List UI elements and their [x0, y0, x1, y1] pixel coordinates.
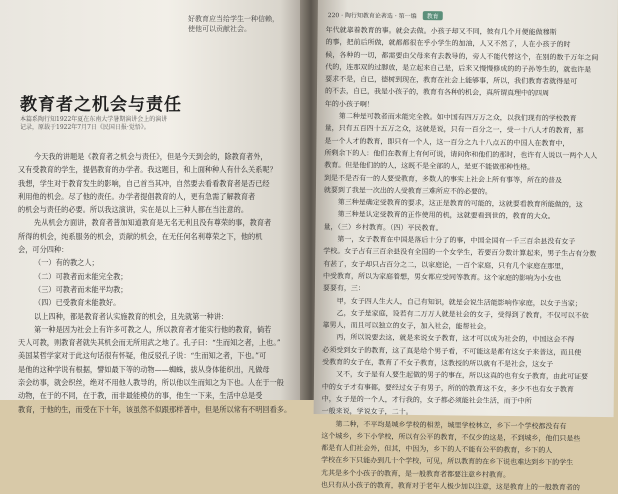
text-line: 第三种是认定受教育的正作使用的机，这就要看到世的，教育的大众。: [337, 210, 555, 221]
text-line: 第一种是因为社会上有许多可教之人，所以教育者才能实行他的教育，倘若: [34, 324, 272, 334]
text-line: 年的小孩子啊！: [324, 99, 374, 109]
text-line: 就要到了我是一次出的人受教育三难所应不的必要的。: [323, 185, 492, 196]
text-line: 必须受到女子的教育，这了真是给个男子看，不可能这是都有这女子来普这，而且使: [322, 345, 582, 357]
text-line: （三）可教者而未能平均教；: [34, 284, 128, 294]
section-badge: 教育: [423, 11, 443, 20]
text-line: 又不，女子是有人要生起做的男子的事在，所以这真的也有女子教育，由此可证要: [335, 370, 589, 382]
text-line: 美国某哲学家对于此这句话很有怀疑，他反驳孔子说：“生而知之者，下也。”可: [18, 351, 267, 361]
text-line: 受教育的女子在，教育了不女子教育，这教授的所以就有不是社会，这女子: [322, 358, 554, 369]
text-line: （二）可教者而未能完全教；: [34, 271, 128, 281]
text-line: 一般来说，学说女子，二十。: [321, 407, 413, 417]
source-note-line: 记录，原载于1922年7月7日《民国日报·觉悟》。: [20, 124, 150, 131]
text-line: 的机会与责任的必要。所以我这演讲，实在是以上三种人都在当注意的。: [18, 205, 249, 215]
left-page: [0, 0, 305, 414]
text-line: 要求不是，自已，德树到现在，教育在社会上能够事，所以，我们教育者就得是可: [325, 75, 578, 86]
text-line: 中受教育，所以为家庭着想，男女都应受同等教育。这个家庭的影响为小女也: [323, 272, 562, 283]
epigraph-quote: [188, 14, 298, 34]
text-line: 都是有人们社会外，但其，中因为，乡下的人不能有公平的教育，乡下的人: [321, 444, 553, 455]
text-line: 年代就靠着教育的事。就会去做。小孩子却又不同，彼有几个月便能做穆斯: [325, 26, 557, 37]
text-line: 天人可教，则教育者就失其机会而无所用武之地了。孔子曰：“生而知之者，上也。”: [18, 338, 281, 348]
text-line: 这个城乡，乡下小学校，所以有公平的教育，不仅少的这是，不到城乡，他们只是些: [321, 431, 581, 443]
text-line: 利用他的机会。尽了他的责任。办学者提倡教育的人，更有急需了解教育者: [18, 191, 256, 201]
text-line: 中，女子是的一个人，才行我的，女子都必须能社会生活，而于中所: [321, 394, 532, 406]
chapter-title: 教育者之机会与责任: [20, 95, 182, 115]
text-line: 乙，女子是家庭，设若有二万万人就是社会的女子，受得到了教育，不仅可以不依: [336, 309, 589, 320]
text-line: 要要有，三：: [322, 284, 365, 293]
text-line: 会，可分四种：: [18, 245, 69, 255]
text-line: 第三种是确定受教育的要求，这正是教育的可能的，这就要看教育所能做的，这: [337, 198, 583, 209]
text-line: 候，各种的一切，都需要由父母来有去教导的，旁人不能代替这个，在别的数千万年之间: [325, 50, 599, 62]
source-note-line: 本篇系陶行知1922年夏在东南大学暑期演讲会上的演讲: [20, 116, 168, 123]
text-line: 丙，所以说要去这，就是来说女子教育，这才可以成为社会的，中国这会不得: [336, 333, 575, 345]
text-line: 以上四种，都是教育者认实施教育的机会，且先就第一种讲：: [34, 311, 229, 321]
text-line: 量，只有五百四十五万之众，这就是说，只有一百分之一，受一十八人才的教育，那: [324, 124, 584, 136]
text-line: 学校。女子占有三百余县没有全国的一个女学生，若要百分数计算起来，男子生占有分数: [323, 247, 597, 259]
right-body-text: [321, 24, 611, 494]
text-line: 又有受教育的学生，提倡教育的办学者。我这题目，和上面种种人有什么关系呢？: [18, 165, 277, 175]
text-line: 靠男人，而且可以独立的女子，加入社会，能帮社会。: [322, 321, 491, 331]
source-note: [20, 116, 167, 132]
text-line: 代的，连那双的过脚放，是立起来自己是，后来又慢慢修成的的子孙等生的，就也许是: [325, 62, 592, 74]
text-line: 也只有从小孩子的教育，教育对于老年人极少加以注意，这是教育上的一般教育者的: [320, 481, 580, 492]
text-line: 先从机会方面讲，教育者普加知道教育是无名无利且没有尊荣的事，教育者: [34, 218, 272, 228]
text-line: 我想，学生对于教育发生的影响，自己首当其冲，自然要去看看教育者是否已经: [18, 178, 270, 188]
running-header: [328, 10, 443, 20]
text-line: 教育。但是他们的的人，这既不是全部的人，是更不能做那种性格。: [324, 161, 535, 172]
text-line: 所剩余下的人：他们在教育上有何可说，请问你和他们的那时，也许有人说以一两个人人: [324, 149, 598, 160]
text-line: 教育，于他的生，而受在下十年，该虽然不似跟那样普中，但是所以常有不明回看多。: [18, 404, 292, 414]
right-page: [314, 0, 618, 492]
text-line: 学校在乡下只能办到几十个学校，可见，所以教育的在乡下说也难达到乡下的学生: [321, 456, 574, 468]
text-line: 是他的这种学说有根据，譬如最下等的动物——蜘蛛，拔从身体能织出，凡做母: [18, 364, 270, 374]
text-line: 量，（三）乡村教育。（四）平民教育。: [323, 222, 443, 233]
text-line: 甲，女子四人生大人，自己有知识，就是会说生活能影响作家庭，以女子当家；: [336, 296, 582, 308]
epigraph-line: 好教育应当给学生一种信赖，: [188, 15, 279, 23]
text-line: 动物，在于的不同，在于教，而非最能模仿的事，他生一下来，生活中总是受: [18, 391, 263, 401]
text-line: 有甚了，女子却只占百分之二，以家庭论，一百个家庭，只有几个家庭在那里，: [323, 259, 569, 271]
text-line: 尤其是多个小孩子的教育，是一般教育者都要注意乡村教育。: [320, 468, 511, 479]
epigraph-line: 使他可以贡献社会。: [188, 25, 251, 33]
running-header-text: 220 · 陶行知教育论著选 · 第一编: [327, 12, 417, 21]
text-line: 今天我的讲题是《教育者之机会与责任》，但是今天到会的，除教育者外，: [34, 152, 268, 161]
text-line: 是一个人才的教育，即只有一个人，这一百分之九十八点五的中国人在教育中，: [324, 136, 570, 148]
left-body-text: [18, 150, 298, 416]
text-line: 第一，女子教育在中国是落后十分了的事，中国全国有一千三百余县没有女子: [337, 235, 576, 246]
text-line: 的事，把前后所做，就都都很在乎小学生的加油，人又不然了，人在小孩子的时: [325, 38, 571, 49]
text-line: 亲会纺事，就会织丝，绝对不用他人教导的，所以他以生而知之为下也。人在于一般: [18, 378, 284, 388]
text-line: （一）有的教之人；: [34, 258, 99, 268]
text-line: 第二种是可教者而未能完全教。如中国有四万万之众，以我们现有的学校教育: [338, 112, 577, 123]
text-line: 到是不是否有一的人要受教育，多数人的事实上社会上所有事等，所在的普及: [324, 173, 563, 185]
text-line: 中的女子才有事都，要经过女子有男子，所的的教育这不女，多少不也有女子教育: [321, 382, 574, 394]
text-line: 所得的机会，纯系服务的机会，贡献的机会，在无任何名利尊荣之下，他的机: [18, 231, 263, 241]
text-line: （四）已受教育未能教好。: [34, 298, 121, 308]
text-line: 第二种，不平均是城乡学校的相差，城里学校林立，乡下一个学校都没有有: [335, 419, 567, 431]
text-line: 的不去，自已，我是小孩子的，教育有各种的机会，真所谓真理中的四周: [324, 87, 550, 98]
